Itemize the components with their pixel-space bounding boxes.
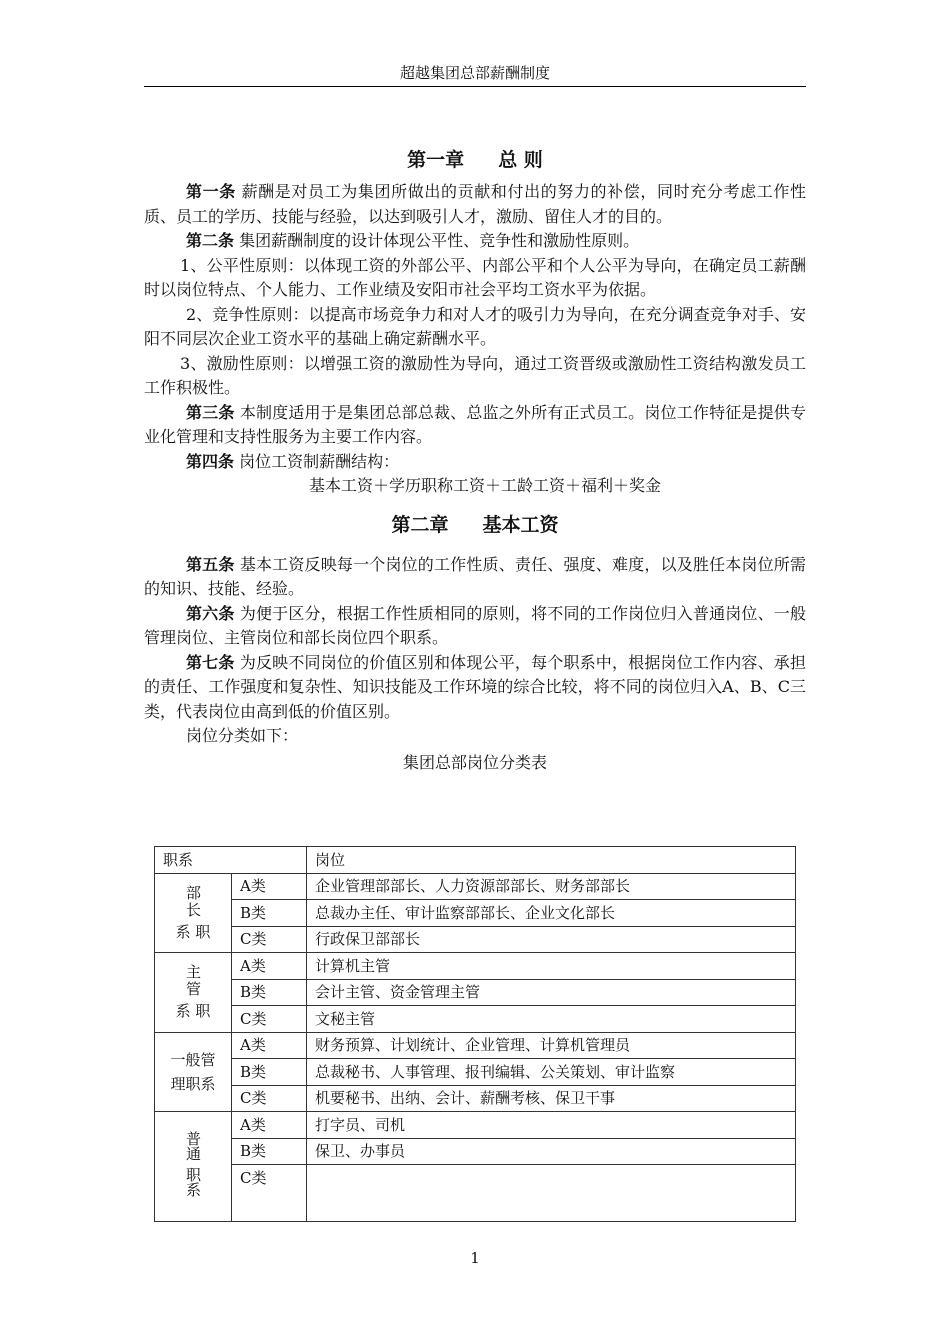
category-cell: B类 [232,1138,307,1165]
category-cell: A类 [232,1112,307,1139]
table-row [155,1006,796,1033]
principle-competitiveness: 2、竞争性原则：以提高市场竞争力和对人才的吸引力为导向，在充分调查竞争对手、安阳不同层次企业工资水平的基础上确定薪酬水平。 [144,304,806,348]
series-name-part: 职系 [184,1166,202,1197]
page-header: 超越集团总部薪酬制度 [399,64,550,82]
article-4 [144,450,806,475]
article-2 [144,229,806,254]
category-cell: C类 [232,1085,307,1112]
category-cell: B类 [232,979,307,1006]
article-label: 第三条 [186,402,235,422]
page-number: 1 [470,1249,480,1267]
article-text: 基本工资反映每一个岗位的工作性质、责任、强度、难度，以及胜任本岗位所需的知识、技能、经验。 [144,554,806,598]
posts-cell: 总裁办主任、审计监察部部长、企业文化部长 [307,900,796,927]
series-name-part: 主管 [184,964,202,999]
article-label: 第六条 [186,603,235,623]
chapter-1-number: 第一章 [407,149,465,171]
category-cell: C类 [232,1165,307,1222]
posts-cell: 总裁秘书、人事管理、报刊编辑、公关策划、审计监察 [307,1059,796,1086]
article-text: 本制度适用于是集团总部总裁、总监之外所有正式员工。岗位工作特征是提供专业化管理和支持性服务为主要工作内容。 [144,402,806,446]
classification-intro: 岗位分类如下： [186,726,299,745]
chapter-1-name: 总 则 [498,149,543,171]
article-label: 第二条 [186,231,235,250]
series-name-part: 系 职 [175,1002,211,1021]
series-cell-general-management [155,1032,232,1112]
posts-cell: 企业管理部部长、人力资源部部长、财务部部长 [307,873,796,900]
category-cell: C类 [232,926,307,953]
table-row [155,1112,796,1139]
chapter-2-number: 第二章 [391,513,449,536]
series-cell-supervisor [155,953,232,1033]
series-cell-minister [155,873,232,953]
series-name-part: 普通 [184,1130,202,1161]
series-cell-ordinary [155,1112,232,1222]
posts-cell: 机要秘书、出纳、会计、薪酬考核、保卫干事 [307,1085,796,1112]
header-rule [144,86,806,87]
principle-incentive: 3、激励性原则：以增强工资的激励性为导向，通过工资晋级或激励性工资结构激发员工工作积极性。 [144,353,806,397]
article-label: 第七条 [186,652,235,672]
header-cell-series: 职系 [155,847,307,874]
table-row [155,926,796,953]
category-cell: A类 [232,1032,307,1059]
posts-cell [307,1165,796,1222]
article-label: 第四条 [186,451,235,471]
posts-cell: 保卫、办事员 [307,1138,796,1165]
article-6 [144,602,806,651]
article-text: 为便于区分，根据工作性质相同的原则，将不同的工作岗位归入普通岗位、一般管理岗位、主管岗位和部长岗位四个职系。 [144,603,806,647]
article-text: 薪酬是对员工为集团所做出的贡献和付出的努力的补偿，同时充分考虑工作性质、员工的学历、技能与经验，以达到吸引人才，激励、留住人才的目的。 [144,182,806,226]
posts-cell: 计算机主管 [307,953,796,980]
category-cell: C类 [232,1006,307,1033]
chapter-1-title [144,144,806,176]
chapter-2-title [144,509,806,541]
article-5 [144,553,806,602]
article-text: 为反映不同岗位的价值区别和体现公平，每个职系中，根据岗位工作内容、承担的责任、工作强度和复杂性、知识技能及工作环境的综合比较，将不同的岗位归入A、B、C三类，代表岗位由高到低的价值区别。 [144,652,806,721]
table-row [155,873,796,900]
posts-cell: 打字员、司机 [307,1112,796,1139]
article-3 [144,401,806,450]
series-name-part: 理职系 [170,1074,216,1093]
posts-cell: 财务预算、计划统计、企业管理、计算机管理员 [307,1032,796,1059]
article-label: 第一条 [186,182,236,201]
principle-fairness: 1、公平性原则：以体现工资的外部公平、内部公平和个人公平为导向，在确定员工薪酬时以岗位特点、个人能力、工作业绩及安阳市社会平均工资水平为依据。 [144,255,806,299]
salary-formula: 基本工资＋学历职称工资＋工龄工资＋福利＋奖金 [308,476,661,495]
chapter-2-name: 基本工资 [482,513,559,536]
posts-cell: 行政保卫部部长 [307,926,796,953]
table-row [155,953,796,980]
article-text: 集团薪酬制度的设计体现公平性、竞争性和激励性原则。 [234,231,640,250]
table-caption: 集团总部岗位分类表 [402,752,547,772]
table-row [155,1059,796,1086]
series-name-part: 部长 [184,884,202,919]
category-cell: B类 [232,900,307,927]
series-name-part: 系 职 [175,922,211,941]
article-text: 岗位工资制薪酬结构： [234,451,400,471]
category-cell: B类 [232,1059,307,1086]
table-header-row [155,847,796,874]
article-7 [144,651,806,725]
table-row [155,1085,796,1112]
posts-cell: 文秘主管 [307,1006,796,1033]
series-name-part: 一般管 [170,1050,216,1069]
table-row [155,1165,796,1222]
article-1 [144,180,806,229]
table-row [155,900,796,927]
header-cell-positions: 岗位 [307,847,796,874]
category-cell: A类 [232,953,307,980]
article-label: 第五条 [186,554,235,574]
table-row [155,979,796,1006]
table-row [155,1032,796,1059]
position-classification-table [154,846,796,1222]
document-body [144,144,806,775]
posts-cell: 会计主管、资金管理主管 [307,979,796,1006]
table-row [155,1138,796,1165]
category-cell: A类 [232,873,307,900]
